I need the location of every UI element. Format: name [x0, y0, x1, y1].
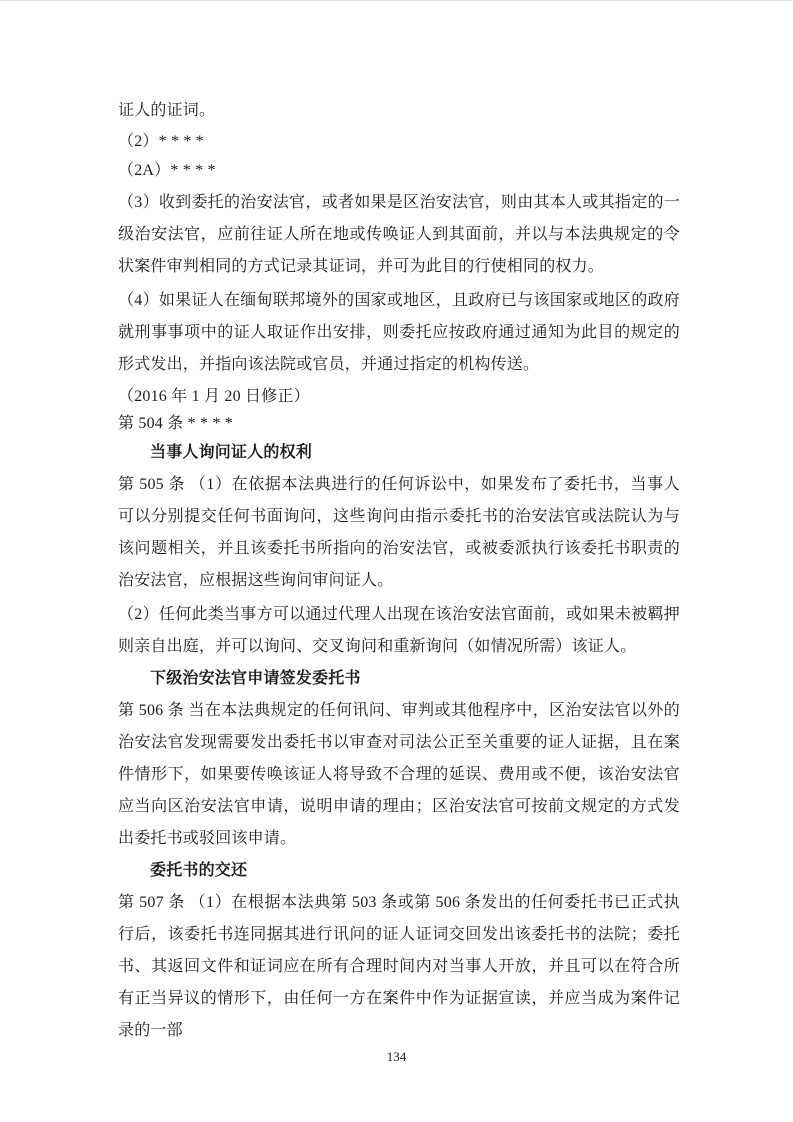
text-block: 第 506 条 当在本法典规定的任何讯问、审判或其他程序中，区治安法官以外的治安法官发现需要发出委托书以审查对司法公正至关重要的证人证据，且在案件情形下，如果要传唤该证人将导致不合理的延误、费用或不便，该治安法官应当向区治安法官申请，说明申请的理由；区治安法官可按前文规定的方式发出委托书或驳回该申请。 — [118, 702, 680, 847]
text-block: 第 507 条 （1）在根据本法典第 503 条或第 506 条发出的任何委托书已正式执行后，该委托书连同据其进行讯问的证人证词交回发出该委托书的法院；委托书、其返回文件和证词应在所有合理时间内对当事人开放，并且可以在符合所有正当异议的情形下，由任何一方在案件中作为证据宣读，并应当成为案件记录的一部 — [118, 894, 680, 1039]
text-block: （2）* * * * — [118, 133, 205, 150]
text-block: 第 504 条 * * * * — [118, 415, 234, 432]
section-heading: 下级治安法官申请签发委托书 — [150, 670, 361, 687]
section-heading: 委托书的交还 — [150, 862, 248, 879]
text-block: （2）任何此类当事方可以通过代理人出现在该治安法官面前，或如果未被羁押则亲自出庭，并可以询问、交叉询问和重新询问（如情况所需）该证人。 — [118, 606, 680, 655]
document-content — [118, 95, 680, 1049]
page-number: 134 — [386, 1049, 407, 1064]
text-block: （3）收到委托的治安法官，或者如果是区治安法官，则由其本人或其指定的一级治安法官，应前往证人所在地或传唤证人到其面前，并以与本法典规定的令状案件审判相同的方式记录其证词，并可为此目的行使相同的权力。 — [118, 194, 680, 275]
text-block: 证人的证词。 — [118, 102, 216, 119]
text-block: （4）如果证人在缅甸联邦境外的国家或地区，且政府已与该国家或地区的政府就刑事事项中的证人取证作出安排，则委托应按政府通过通知为此目的规定的形式发出，并指向该法院或官员，并通过指定的机构传送。 — [118, 292, 680, 373]
section-heading: 当事人询问证人的权利 — [150, 444, 313, 461]
text-block: （2016 年 1 月 20 日修正） — [118, 388, 310, 405]
text-block: （2A）* * * * — [118, 162, 216, 179]
text-block: 第 505 条 （1）在依据本法典进行的任何诉讼中，如果发布了委托书，当事人可以分别提交任何书面询问，这些询问由指示委托书的治安法官或法院认为与该问题相关，并且该委托书所指向的治安法官，或被委派执行该委托书职责的治安法官，应根据这些询问审问证人。 — [118, 476, 680, 589]
